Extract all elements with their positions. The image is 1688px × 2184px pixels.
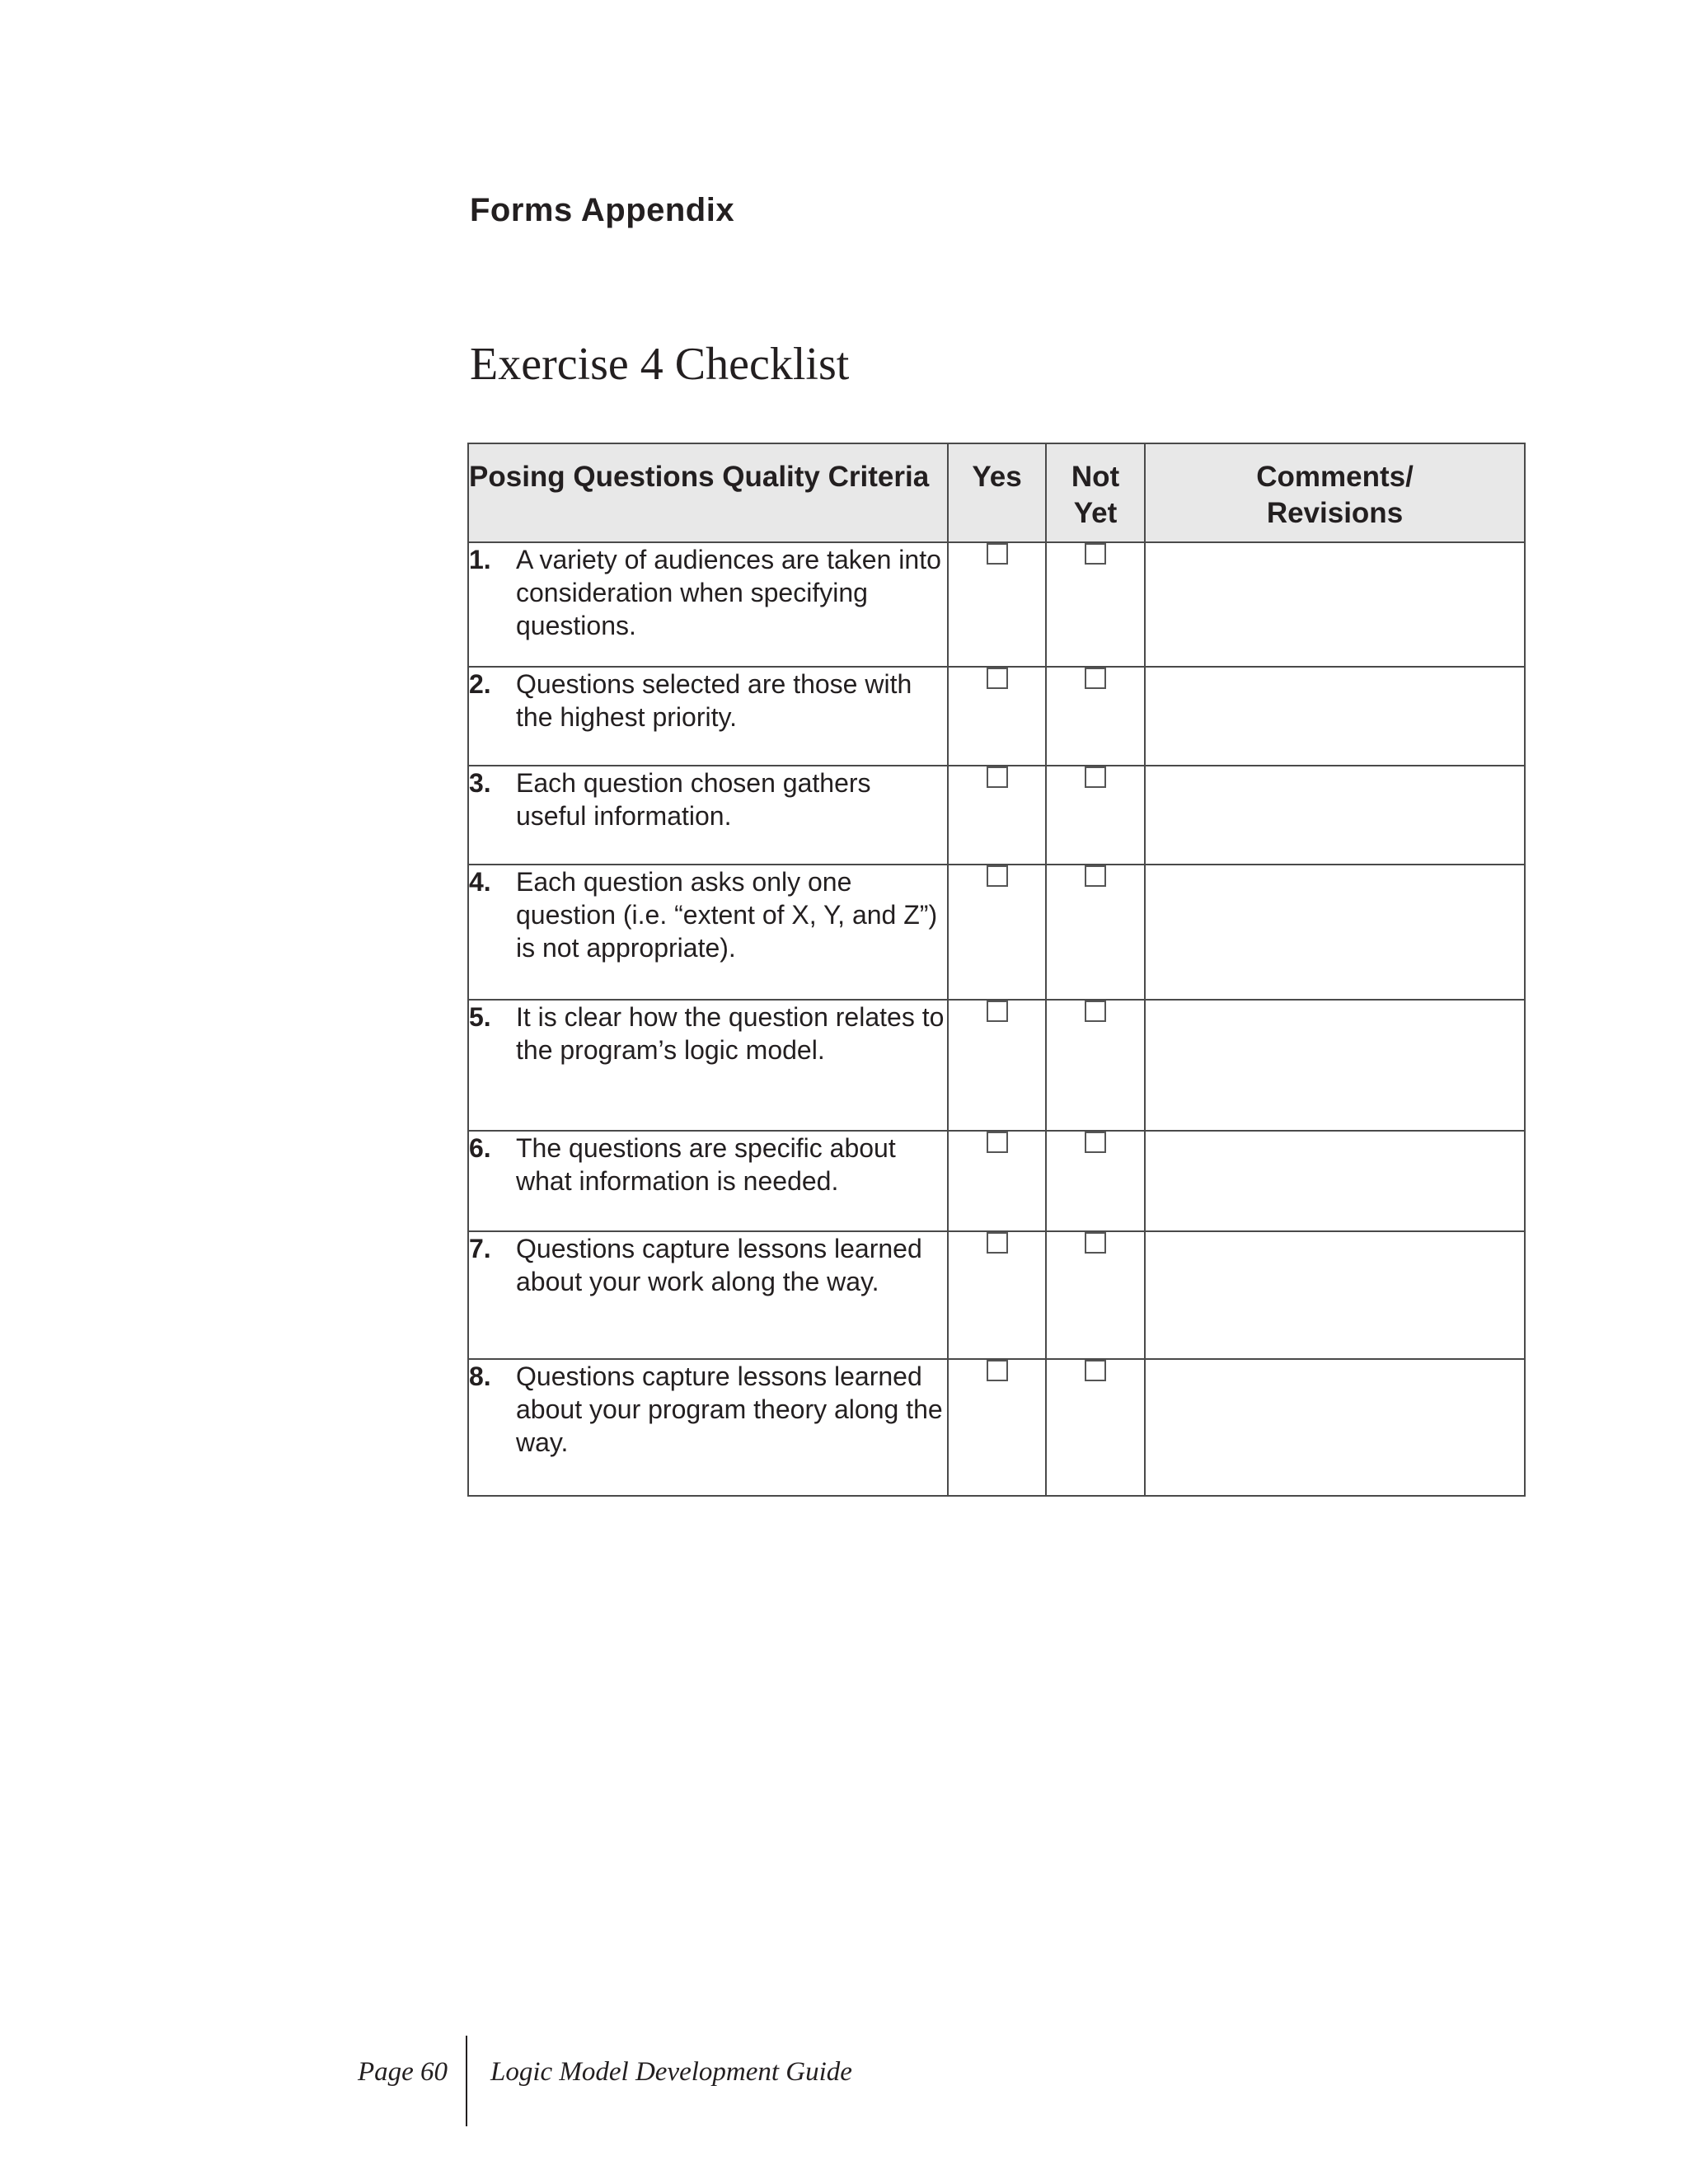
yes-cell <box>948 667 1046 766</box>
criteria-number: 6. <box>469 1133 491 1163</box>
table-row <box>468 766 1525 865</box>
criteria-number: 2. <box>469 669 491 699</box>
page-title: Exercise 4 Checklist <box>470 339 850 390</box>
table-row <box>468 865 1525 1000</box>
criteria-text: Each question asks only one question (i.e. “extent of X, Y, and Z”) is not appropriate). <box>516 867 938 963</box>
section-label: Forms Appendix <box>470 192 735 228</box>
table-header-row <box>468 443 1525 542</box>
criteria-cell <box>468 865 948 1000</box>
criteria-text: Questions capture lessons learned about your work along the way. <box>516 1234 922 1296</box>
comments-cell[interactable] <box>1145 766 1525 865</box>
not-yet-checkbox[interactable] <box>1085 1001 1106 1022</box>
yes-checkbox[interactable] <box>987 865 1008 887</box>
not-yet-cell <box>1046 1231 1145 1359</box>
yes-checkbox[interactable] <box>987 1360 1008 1381</box>
yes-checkbox[interactable] <box>987 1001 1008 1022</box>
not-yet-checkbox[interactable] <box>1085 766 1106 788</box>
yes-checkbox[interactable] <box>987 668 1008 689</box>
yes-checkbox[interactable] <box>987 1132 1008 1153</box>
yes-cell <box>948 1231 1046 1359</box>
column-header-yes: Yes <box>948 443 1046 542</box>
criteria-cell <box>468 542 948 667</box>
column-header-not-yet-line1: Not <box>1071 461 1120 493</box>
table-row <box>468 1231 1525 1359</box>
not-yet-checkbox[interactable] <box>1085 543 1106 565</box>
column-header-comments-line1: Comments/ <box>1256 461 1414 493</box>
not-yet-checkbox[interactable] <box>1085 668 1106 689</box>
criteria-cell <box>468 766 948 865</box>
not-yet-cell <box>1046 542 1145 667</box>
not-yet-cell <box>1046 1359 1145 1496</box>
criteria-cell <box>468 1000 948 1131</box>
column-header-not-yet-line2: Yet <box>1073 497 1118 529</box>
criteria-cell <box>468 1131 948 1231</box>
criteria-text: Each question chosen gathers useful information. <box>516 768 871 831</box>
criteria-cell <box>468 667 948 766</box>
yes-cell <box>948 865 1046 1000</box>
not-yet-cell <box>1046 1000 1145 1131</box>
not-yet-cell <box>1046 766 1145 865</box>
not-yet-cell <box>1046 1131 1145 1231</box>
yes-cell <box>948 542 1046 667</box>
not-yet-cell <box>1046 667 1145 766</box>
yes-cell <box>948 766 1046 865</box>
criteria-text: It is clear how the question relates to the program’s logic model. <box>516 1002 945 1065</box>
criteria-text: Questions selected are those with the highest priority. <box>516 669 912 732</box>
comments-cell[interactable] <box>1145 865 1525 1000</box>
column-header-comments <box>1145 443 1525 542</box>
table-row <box>468 667 1525 766</box>
yes-cell <box>948 1359 1046 1496</box>
checklist-rows <box>468 542 1525 1496</box>
yes-cell <box>948 1131 1046 1231</box>
table-row <box>468 1131 1525 1231</box>
not-yet-checkbox[interactable] <box>1085 865 1106 887</box>
criteria-text: The questions are specific about what information is needed. <box>516 1133 896 1196</box>
comments-cell[interactable] <box>1145 1359 1525 1496</box>
yes-checkbox[interactable] <box>987 1232 1008 1254</box>
comments-cell[interactable] <box>1145 1131 1525 1231</box>
criteria-number: 1. <box>469 545 491 574</box>
not-yet-checkbox[interactable] <box>1085 1132 1106 1153</box>
criteria-number: 5. <box>469 1002 491 1032</box>
not-yet-checkbox[interactable] <box>1085 1360 1106 1381</box>
checklist-table <box>467 443 1526 1497</box>
criteria-number: 3. <box>469 768 491 798</box>
comments-cell[interactable] <box>1145 542 1525 667</box>
comments-cell[interactable] <box>1145 1000 1525 1131</box>
criteria-text: A variety of audiences are taken into consideration when specifying questions. <box>516 545 941 640</box>
column-header-comments-line2: Revisions <box>1266 497 1404 529</box>
criteria-cell <box>468 1359 948 1496</box>
footer-divider <box>466 2036 467 2126</box>
yes-cell <box>948 1000 1046 1131</box>
column-header-criteria: Posing Questions Quality Criteria <box>468 443 948 542</box>
table-row <box>468 1000 1525 1131</box>
criteria-number: 8. <box>469 1361 491 1391</box>
comments-cell[interactable] <box>1145 1231 1525 1359</box>
footer-guide-title: Logic Model Development Guide <box>490 2057 852 2087</box>
criteria-number: 4. <box>469 867 491 897</box>
criteria-cell <box>468 1231 948 1359</box>
criteria-number: 7. <box>469 1234 491 1263</box>
comments-cell[interactable] <box>1145 667 1525 766</box>
criteria-text: Questions capture lessons learned about your program theory along the way. <box>516 1361 943 1457</box>
table-row <box>468 542 1525 667</box>
not-yet-cell <box>1046 865 1145 1000</box>
footer-page-number: Page 60 <box>357 2057 448 2087</box>
yes-checkbox[interactable] <box>987 766 1008 788</box>
table-row <box>468 1359 1525 1496</box>
column-header-not-yet <box>1046 443 1145 542</box>
not-yet-checkbox[interactable] <box>1085 1232 1106 1254</box>
yes-checkbox[interactable] <box>987 543 1008 565</box>
page-footer <box>0 2036 1688 2126</box>
